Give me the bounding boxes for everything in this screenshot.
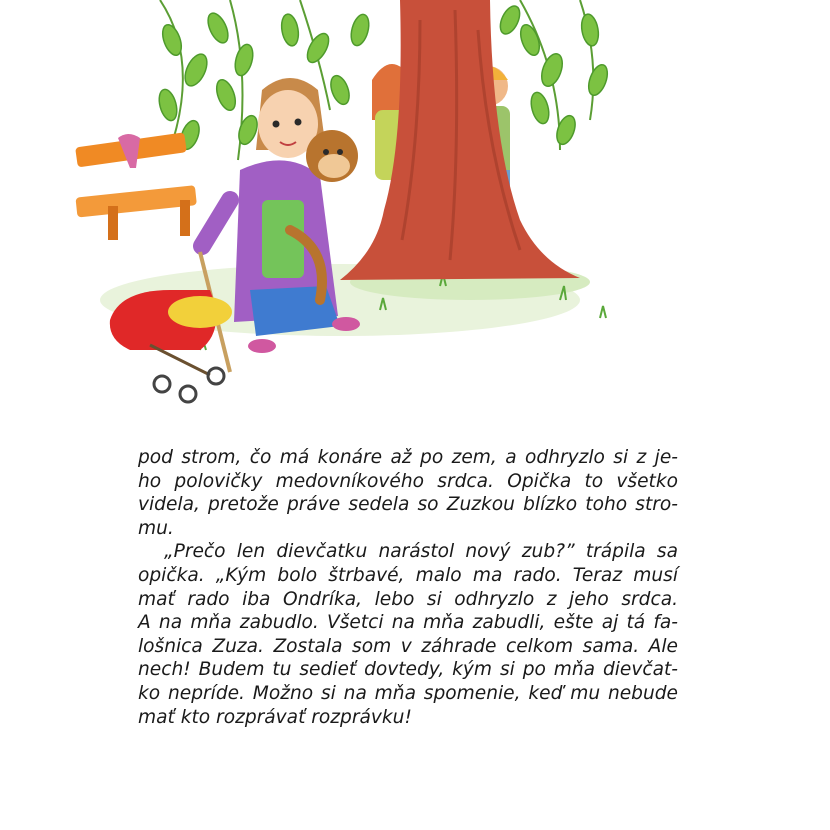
text-line: ho polovičky medovníkového srdca. Opička to všetko — [138, 470, 678, 492]
paragraph-1 — [138, 446, 678, 540]
text-line: opička. „Kým bolo štrbavé, malo ma rado. Teraz musí — [138, 564, 678, 586]
text-line: videla, pretože práve sedela so Zuzkou blízko toho stro- — [138, 494, 678, 516]
park-bench — [75, 132, 197, 240]
text-line: pod strom, čo má konáre až po zem, a odhryzlo si z je- — [138, 447, 678, 468]
text-line: ko nepríde. Možno si na mňa spomenie, keď mu nebude — [138, 682, 678, 704]
text-line: mu. — [138, 517, 174, 539]
text-line: „Prečo len dievčatku narástol nový zub?” trápila sa — [164, 541, 678, 563]
story-text — [138, 446, 678, 729]
text-line: lošnica Zuza. Zostala som v záhrade celkom sama. Ale — [138, 635, 678, 657]
text-line: mať kto rozprávať rozprávku! — [138, 706, 412, 728]
text-line: A na mňa zabudlo. Všetci na mňa zabudli, ešte aj tá fa- — [138, 612, 678, 634]
text-line: mať rado iba Ondríka, lebo si odhryzlo z jeho srdca. — [138, 588, 678, 610]
paragraph-2 — [138, 540, 678, 729]
text-line: nech! Budem tu sedieť dovtedy, kým si po mňa dievčat- — [138, 659, 678, 681]
